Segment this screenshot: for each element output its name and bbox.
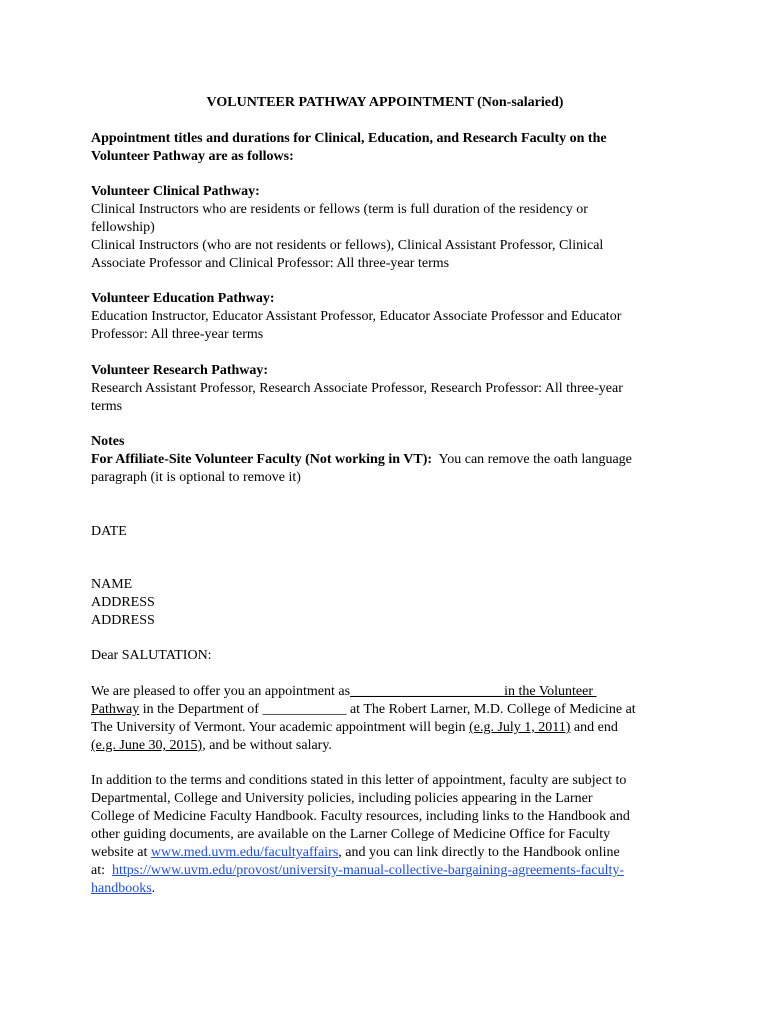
- notes-heading: Notes: [91, 434, 125, 449]
- research-heading: Volunteer Research Pathway:: [91, 363, 269, 378]
- intro-line: Appointment titles and durations for Clinical, Education, and Research Faculty on the: [91, 131, 607, 146]
- education-heading: Volunteer Education Pathway:: [91, 291, 275, 306]
- research-line: terms: [91, 399, 123, 414]
- research-section: [91, 362, 686, 416]
- recipient-name: NAME: [91, 577, 133, 592]
- affiliate-text: You can remove the oath language: [432, 452, 632, 467]
- education-line: Education Instructor, Educator Assistant Professor, Educator Associate Professor and Educator: [91, 309, 622, 324]
- terms-text: at:: [91, 863, 112, 878]
- offer-text: Pathway: [91, 702, 140, 717]
- clinical-line: Clinical Instructors who are residents or fellows (term is full duration of the residency or: [91, 202, 588, 217]
- terms-text: .: [151, 881, 156, 896]
- department-blank[interactable]: ____________: [262, 702, 347, 717]
- clinical-line: fellowship): [91, 220, 155, 235]
- terms-line: In addition to the terms and conditions stated in this letter of appointment, faculty are subject to: [91, 773, 627, 788]
- offer-text: , and be without salary.: [202, 738, 332, 753]
- terms-line: [91, 862, 686, 880]
- offer-line: [91, 701, 686, 719]
- offer-line: [91, 719, 686, 737]
- clinical-line: Clinical Instructors (who are not residents or fellows), Clinical Assistant Professor, Clinical: [91, 238, 604, 253]
- date-field: DATE: [91, 524, 127, 539]
- start-date-field[interactable]: (e.g. July 1, 2011): [469, 720, 571, 735]
- offer-line: [91, 737, 686, 755]
- position-blank[interactable]: ______________________: [350, 684, 505, 699]
- offer-text: We are pleased to offer you an appointment as: [91, 684, 351, 699]
- education-section: [91, 290, 686, 344]
- offer-line: [91, 683, 686, 701]
- offer-text: at The Robert Larner, M.D. College of Medicine at: [346, 702, 636, 717]
- offer-text: and end: [570, 720, 618, 735]
- recipient-address-line: ADDRESS: [91, 595, 155, 610]
- faculty-affairs-link[interactable]: www.med.uvm.edu/facultyaffairs: [150, 845, 339, 860]
- salutation: Dear SALUTATION:: [91, 648, 212, 663]
- handbook-link-continued[interactable]: handbooks: [91, 881, 152, 896]
- notes-affiliate-line: [91, 451, 686, 469]
- terms-line: Departmental, College and University policies, including policies appearing in the Larner: [91, 791, 593, 806]
- end-date-field[interactable]: (e.g. June 30, 2015): [91, 738, 203, 753]
- terms-line: [91, 880, 686, 898]
- offer-text: in the Volunteer: [504, 684, 597, 699]
- offer-text: The University of Vermont. Your academic appointment will begin: [91, 720, 470, 735]
- offer-paragraph: [91, 683, 686, 755]
- terms-line: other guiding documents, are available on the Larner College of Medicine Office for Faculty: [91, 827, 611, 842]
- terms-text: , and you can link directly to the Handbook online: [338, 845, 620, 860]
- intro-line: Volunteer Pathway are as follows:: [91, 149, 294, 164]
- recipient-address: [91, 576, 686, 630]
- document-title: VOLUNTEER PATHWAY APPOINTMENT (Non-salaried): [206, 95, 564, 110]
- research-line: Research Assistant Professor, Research Associate Professor, Research Professor: All three-year: [91, 381, 623, 396]
- notes-section: [91, 433, 686, 487]
- clinical-heading: Volunteer Clinical Pathway:: [91, 184, 260, 199]
- terms-line: [91, 844, 686, 862]
- offer-text: in the Department of: [139, 702, 263, 717]
- recipient-address-line: ADDRESS: [91, 613, 155, 628]
- intro-paragraph: [91, 130, 686, 166]
- notes-line: paragraph (it is optional to remove it): [91, 470, 301, 485]
- education-line: Professor: All three-year terms: [91, 327, 264, 342]
- terms-line: College of Medicine Faculty Handbook. Faculty resources, including links to the Handbook and: [91, 809, 630, 824]
- terms-paragraph: [91, 772, 686, 898]
- clinical-section: [91, 183, 686, 273]
- affiliate-label: For Affiliate-Site Volunteer Faculty (Not working in VT):: [91, 452, 433, 467]
- clinical-line: Associate Professor and Clinical Professor: All three-year terms: [91, 256, 450, 271]
- terms-text: website at: [91, 845, 151, 860]
- handbook-link[interactable]: https://www.uvm.edu/provost/university-manual-collective-bargaining-agreements-faculty-: [112, 863, 625, 878]
